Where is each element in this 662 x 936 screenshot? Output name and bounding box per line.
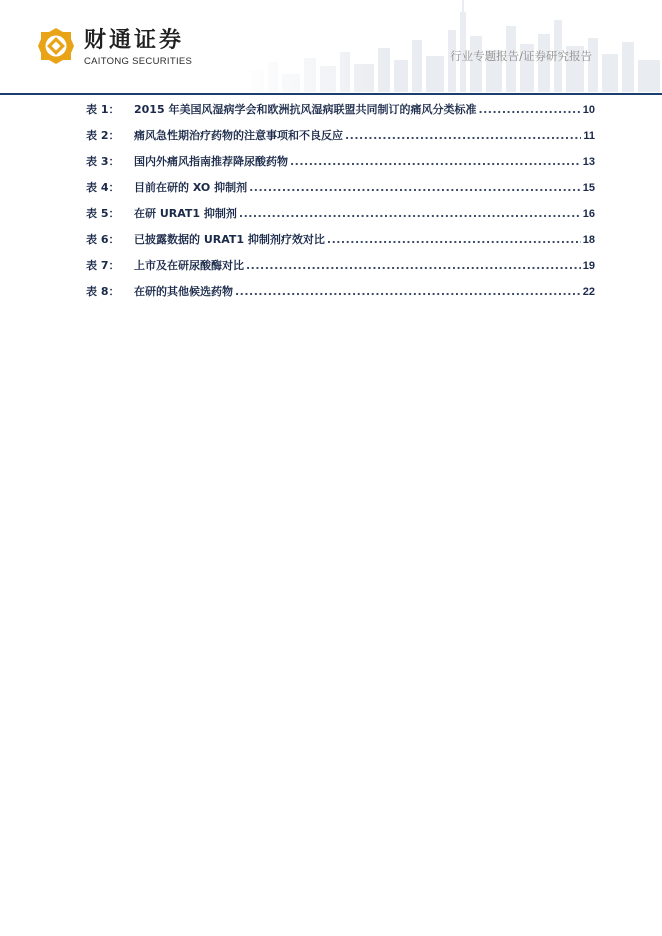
toc-entry-page: 19 [582, 260, 595, 272]
caitong-logo-icon [36, 26, 76, 66]
page-header [0, 0, 662, 95]
toc-entry-label: 表 7： [86, 259, 120, 272]
toc-entry-table-2[interactable] [86, 126, 595, 152]
report-type-label: 行业专题报告/证券研究报告 [450, 49, 592, 63]
toc-entry-page: 13 [582, 156, 595, 168]
toc-entry-page: 11 [583, 130, 595, 142]
toc-entry-label: 表 3： [86, 155, 120, 168]
toc-entry-title: 在研 URAT1 抑制剂 [134, 207, 237, 220]
toc-entry-page: 22 [582, 286, 595, 298]
toc-entry-table-3[interactable] [86, 152, 595, 178]
brand-name-cn: 财通证券 [84, 28, 185, 53]
toc-entry-page: 18 [582, 234, 595, 246]
toc-entry-label: 表 4： [86, 181, 120, 194]
toc-leader-dots [290, 152, 581, 172]
toc-entry-table-1[interactable] [86, 100, 595, 126]
toc-entry-table-7[interactable] [86, 256, 595, 282]
toc-entry-page: 15 [582, 182, 595, 194]
brand-name-en: CAITONG SECURITIES [84, 56, 193, 67]
toc-entry-page: 10 [582, 104, 595, 116]
toc-entry-title: 上市及在研尿酸酶对比 [134, 259, 244, 272]
toc-entry-title: 在研的其他候选药物 [134, 285, 233, 298]
city-skyline-watermark [240, 0, 662, 92]
toc-leader-dots [239, 204, 581, 224]
toc-entry-table-8[interactable] [86, 282, 595, 308]
toc-entry-title: 痛风急性期治疗药物的注意事项和不良反应 [134, 129, 343, 142]
toc-entry-title: 2015 年美国风湿病学会和欧洲抗风湿病联盟共同制订的痛风分类标准 [134, 103, 477, 116]
toc-entry-label: 表 2： [86, 129, 120, 142]
toc-entry-title: 已披露数据的 URAT1 抑制剂疗效对比 [134, 233, 325, 246]
toc-entry-page: 16 [582, 208, 595, 220]
toc-leader-dots [327, 230, 581, 250]
toc-entry-label: 表 8： [86, 285, 120, 298]
toc-leader-dots [478, 100, 580, 120]
toc-leader-dots [249, 178, 581, 198]
header-divider [0, 93, 662, 95]
toc-leader-dots [345, 126, 581, 146]
table-of-tables [86, 100, 595, 308]
toc-entry-table-5[interactable] [86, 204, 595, 230]
toc-leader-dots [246, 256, 581, 276]
toc-entry-label: 表 1： [86, 103, 120, 116]
toc-leader-dots [235, 282, 581, 302]
toc-entry-table-6[interactable] [86, 230, 595, 256]
toc-entry-label: 表 5： [86, 207, 120, 220]
toc-entry-label: 表 6： [86, 233, 120, 246]
toc-entry-title: 国内外痛风指南推荐降尿酸药物 [134, 155, 288, 168]
toc-entry-title: 目前在研的 XO 抑制剂 [134, 181, 248, 194]
toc-entry-table-4[interactable] [86, 178, 595, 204]
